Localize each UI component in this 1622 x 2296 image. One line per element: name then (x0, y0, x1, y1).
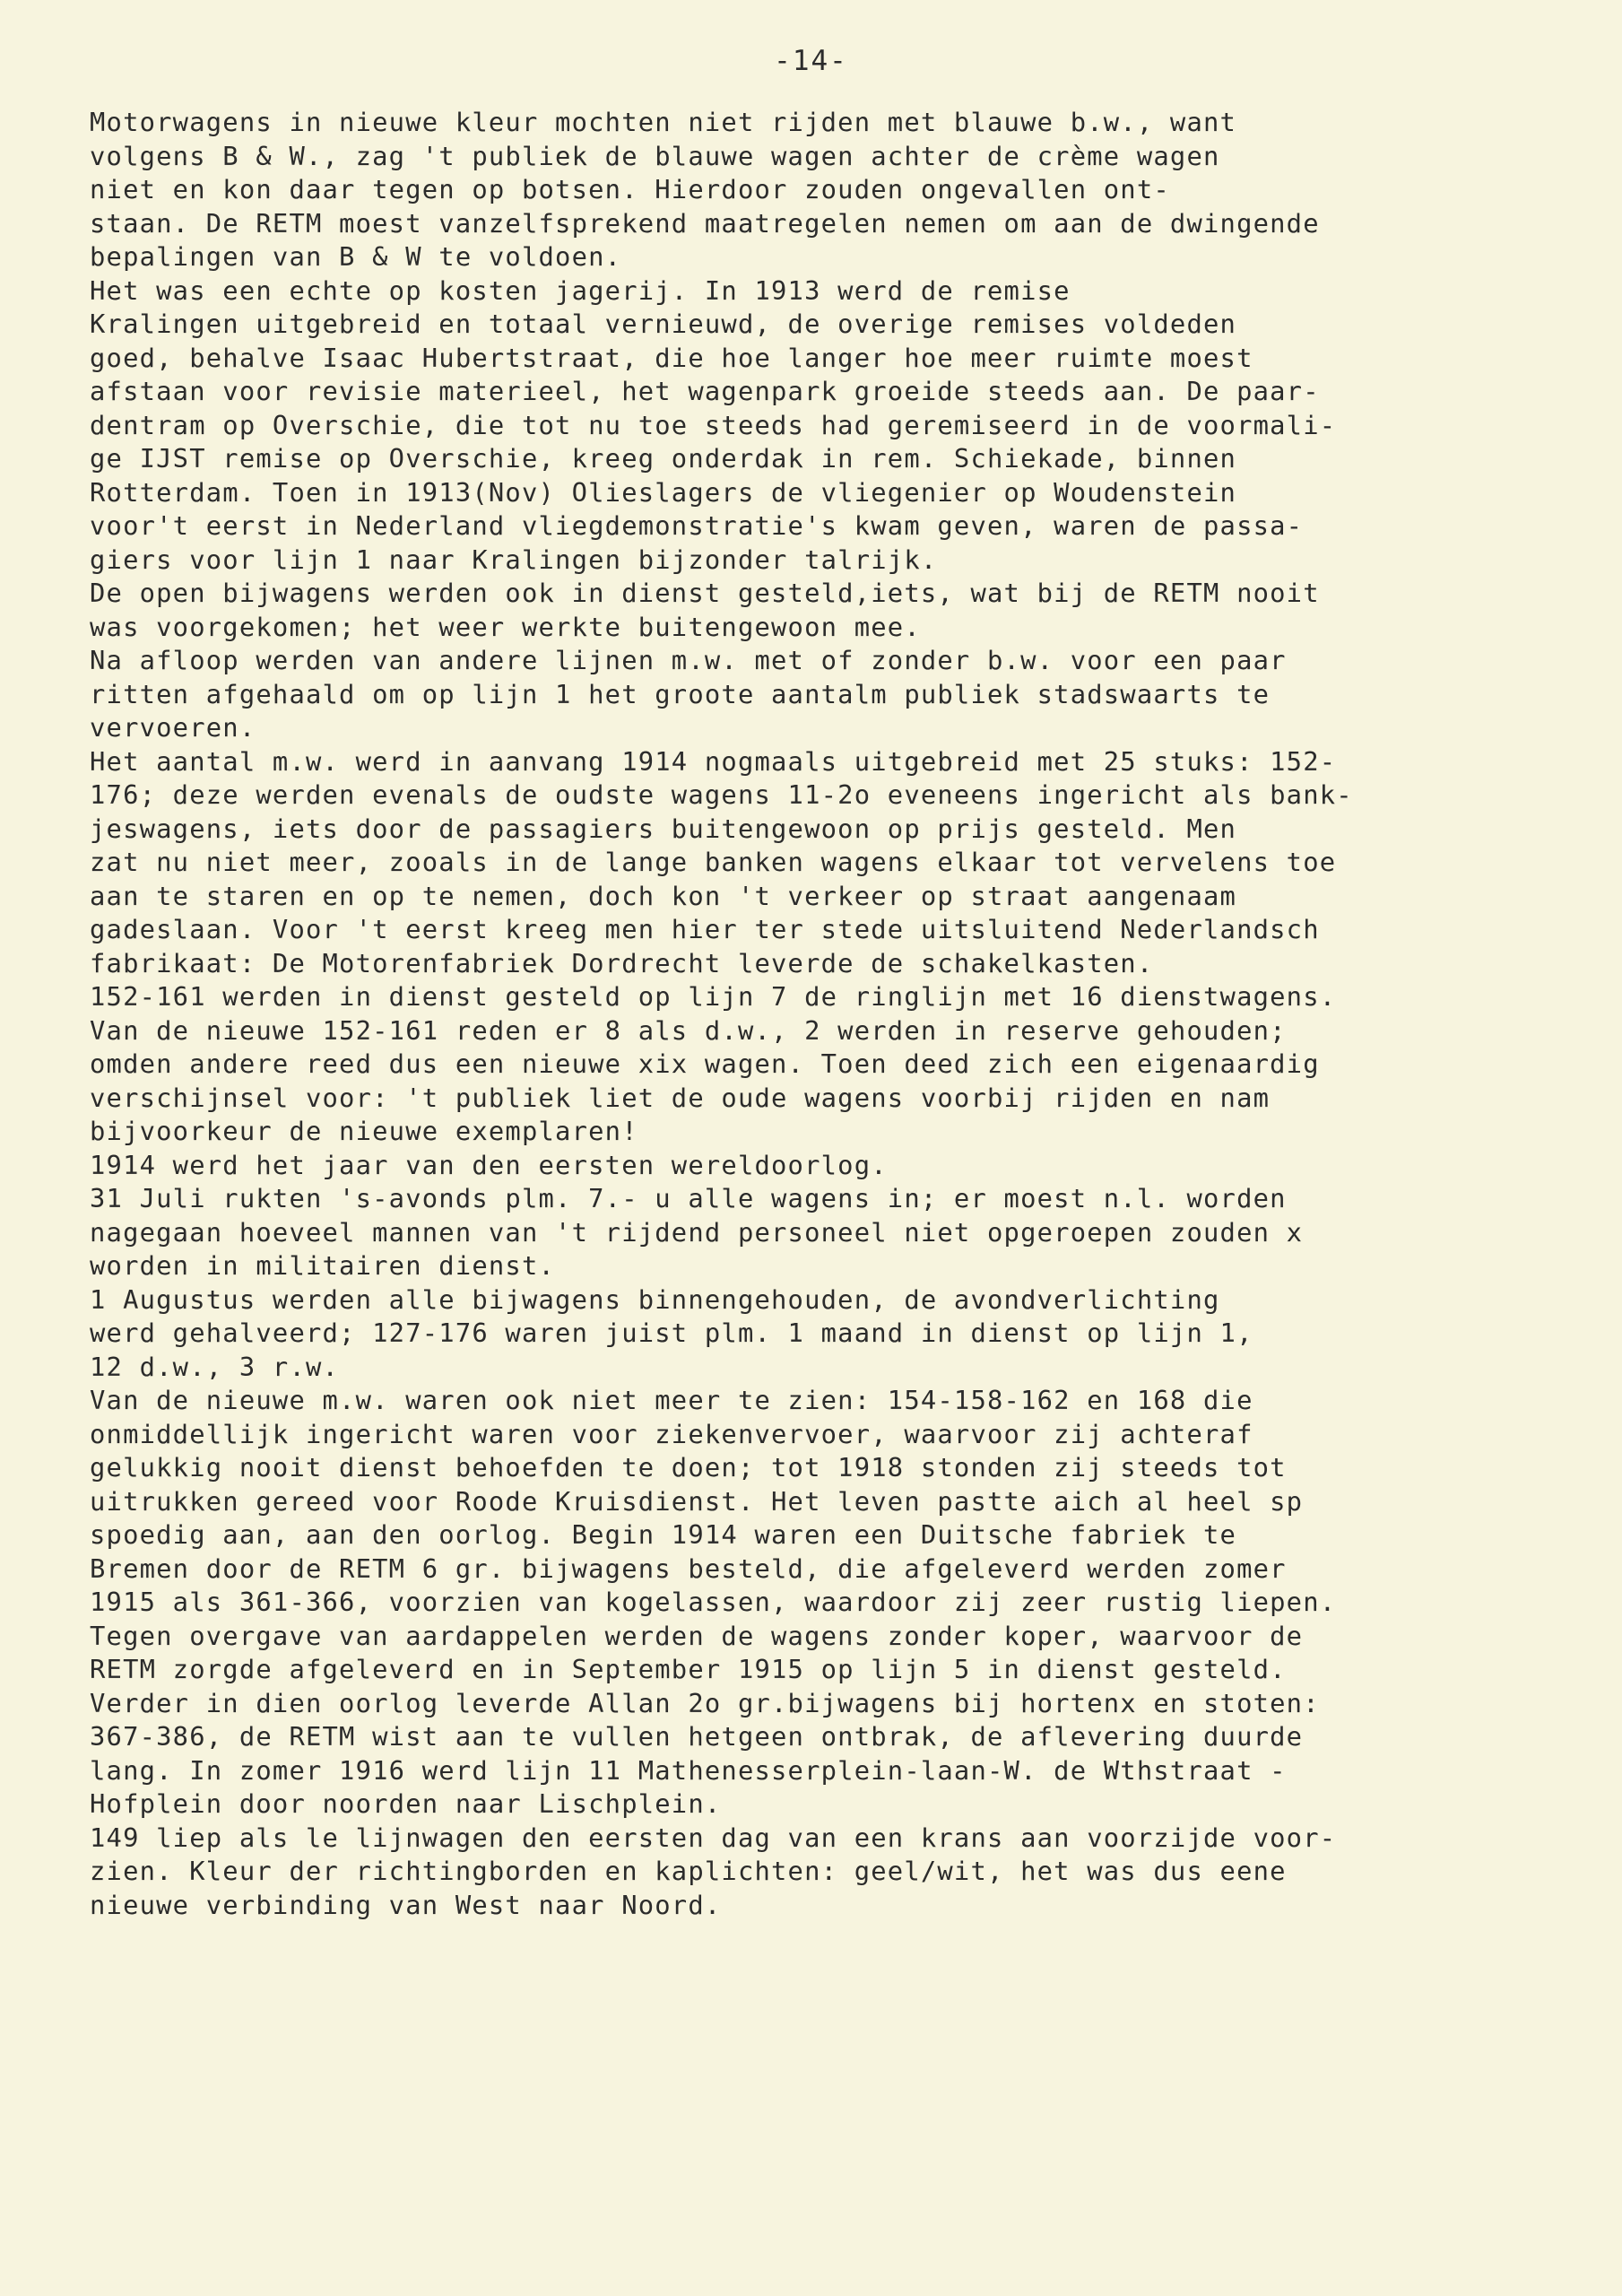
body-text (90, 106, 1605, 1922)
text-line: Tegen overgave van aardappelen werden de wagens zonder koper, waarvoor de (90, 1620, 1304, 1651)
text-line: Van de nieuwe m.w. waren ook niet meer te zien: 154-158-162 en 168 die (90, 1385, 1253, 1415)
page-number: -14- (774, 45, 848, 77)
text-line: Kralingen uitgebreid en totaal vernieuwd, de overige remises voldeden (90, 309, 1237, 339)
text-line: vervoeren. (90, 712, 256, 743)
text-line: Rotterdam. Toen in 1913(Nov) Olieslagers de vliegenier op Woudenstein (90, 476, 1237, 508)
text-line: 149 liep als le lijnwagen den eersten dag van een krans aan voorzijde voor- (90, 1822, 1337, 1853)
text-line: De open bijwagens werden ook in dienst gesteld,iets, wat bij de RETM nooit (90, 578, 1320, 608)
text-line: 1915 als 361-366, voorzien van kogelassen, waardoor zij zeer rustig liepen. (90, 1587, 1337, 1617)
text-line: 1914 werd het jaar van den eersten wereldoorlog. (90, 1149, 888, 1180)
text-line: 367-386, de RETM wist aan te vullen hetgeen ontbrak, de aflevering duurde (90, 1721, 1304, 1752)
text-line: Verder in dien oorlog leverde Allan 2o gr.bijwagens bij hortenx en stoten: (90, 1687, 1320, 1718)
text-line: Bremen door de RETM 6 gr. bijwagens besteld, die afgeleverd werden zomer (90, 1552, 1287, 1584)
text-line: Het aantal m.w. werd in aanvang 1914 nogmaals uitgebreid met 25 stuks: 152- (90, 745, 1337, 777)
text-line: lang. In zomer 1916 werd lijn 11 Mathenesserplein-laan-W. de Wthstraat - (90, 1754, 1287, 1786)
text-line: aan te staren en op te nemen, doch kon 't verkeer op straat aangenaam (90, 880, 1237, 911)
text-line: nagegaan hoeveel mannen van 't rijdend personeel niet opgeroepen zouden x (90, 1216, 1304, 1248)
text-line: zat nu niet meer, zooals in de lange banken wagens elkaar tot vervelens toe (90, 847, 1337, 877)
text-line: jeswagens, iets door de passagiers buitengewoon op prijs gesteld. Men (90, 813, 1237, 844)
text-line: 31 Juli rukten 's-avonds plm. 7.- u alle wagens in; er moest n.l. worden (90, 1183, 1287, 1213)
text-line: voor't eerst in Nederland vliegdemonstratie's kwam geven, waren de passa- (90, 510, 1304, 541)
text-line: 1 Augustus werden alle bijwagens binnengehouden, de avondverlichting (90, 1283, 1220, 1315)
text-line: giers voor lijn 1 naar Kralingen bijzonder talrijk. (90, 544, 938, 575)
text-line: ritten afgehaald om op lijn 1 het groote aantalm publiek stadswaarts te (90, 678, 1271, 709)
text-line: onmiddellijk ingericht waren voor ziekenvervoer, waarvoor zij achteraf (90, 1418, 1253, 1449)
text-line: ge IJST remise op Overschie, kreeg onderdak in rem. Schiekade, binnen (90, 443, 1237, 474)
text-line: 12 d.w., 3 r.w. (90, 1351, 340, 1382)
text-line: volgens B & W., zag 't publiek de blauwe wagen achter de crème wagen (90, 140, 1220, 171)
text-line: Het was een echte op kosten jagerij. In 1913 werd de remise (90, 274, 1071, 306)
text-line: RETM zorgde afgeleverd en in September 1915 op lijn 5 in dienst gesteld. (90, 1654, 1287, 1684)
text-line: dentram op Overschie, die tot nu toe steeds had geremiseerd in de voormali- (90, 409, 1337, 440)
text-line: gelukkig nooit dienst behoefden te doen; tot 1918 stonden zij steeds tot (90, 1452, 1287, 1483)
text-line: 176; deze werden evenals de oudste wagens 11-2o eveneens ingericht als bank- (90, 779, 1353, 810)
text-line: worden in militairen dienst. (90, 1250, 556, 1281)
text-line: Hofplein door noorden naar Lischplein. (90, 1788, 722, 1819)
text-line: niet en kon daar tegen op botsen. Hierdoor zouden ongevallen ont- (90, 174, 1170, 204)
text-line: bepalingen van B & W te voldoen. (90, 241, 622, 272)
text-line: staan. De RETM moest vanzelfsprekend maatregelen nemen om aan de dwingende (90, 207, 1320, 239)
text-line: 152-161 werden in dienst gesteld op lijn 7 de ringlijn met 16 dienstwagens. (90, 981, 1337, 1012)
text-line: Motorwagens in nieuwe kleur mochten niet rijden met blauwe b.w., want (90, 107, 1237, 137)
text-line: goed, behalve Isaac Hubertstraat, die hoe langer hoe meer ruimte moest (90, 342, 1253, 373)
text-line: Na afloop werden van andere lijnen m.w. met of zonder b.w. voor een paar (90, 645, 1287, 675)
text-line: verschijnsel voor: 't publiek liet de oude wagens voorbij rijden en nam (90, 1082, 1271, 1113)
text-line: zien. Kleur der richtingborden en kaplichten: geel/wit, het was dus eene (90, 1856, 1287, 1886)
text-line: omden andere reed dus een nieuwe xix wagen. Toen deed zich een eigenaardig (90, 1048, 1320, 1079)
text-line: nieuwe verbinding van West naar Noord. (90, 1889, 722, 1920)
text-line: gadeslaan. Voor 't eerst kreeg men hier ter stede uitsluitend Nederlandsch (90, 914, 1320, 944)
text-line: fabrikaat: De Motorenfabriek Dordrecht leverde de schakelkasten. (90, 947, 1154, 978)
text-line: Van de nieuwe 152-161 reden er 8 als d.w., 2 werden in reserve gehouden; (90, 1014, 1287, 1046)
text-line: bijvoorkeur de nieuwe exemplaren! (90, 1116, 638, 1146)
text-line: was voorgekomen; het weer werkte buitengewoon mee. (90, 611, 921, 642)
text-line: werd gehalveerd; 127-176 waren juist plm. 1 maand in dienst op lijn 1, (90, 1318, 1253, 1348)
text-line: afstaan voor revisie materieel, het wagenpark groeide steeds aan. De paar- (90, 376, 1320, 406)
text-line: uitrukken gereed voor Roode Kruisdienst. Het leven pastte aich al heel sp (90, 1485, 1304, 1517)
text-line: spoedig aan, aan den oorlog. Begin 1914 waren een Duitsche fabriek te (90, 1519, 1237, 1550)
